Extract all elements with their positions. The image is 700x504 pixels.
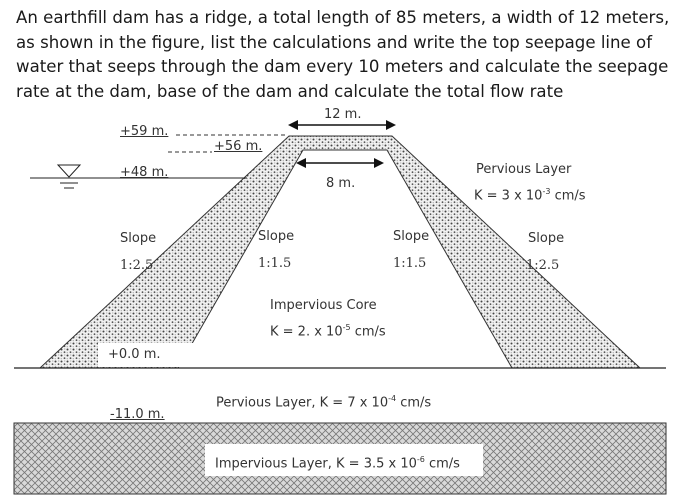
core-width-label: 8 m.	[326, 176, 356, 191]
slope-left-outer-word: Slope	[120, 231, 157, 246]
slope-right-outer-value: 1:2.5	[526, 258, 560, 273]
foundation-layer-label: Pervious Layer, K = 7 x $10^{-4}$ cm/s	[216, 394, 432, 411]
slope-right-core-word: Slope	[393, 229, 430, 244]
pervious-layer-k: K = 3 x $10^{-3}$ cm/s	[474, 187, 586, 204]
slope-right-outer-word: Slope	[528, 231, 565, 246]
slope-left-core-value: 1:1.5	[258, 256, 292, 271]
core-k: K = 2. x $10^{-5}$ cm/s	[270, 323, 386, 340]
elev-0-label: +0.0 m.	[98, 343, 198, 367]
elev-48-label: +48 m.	[120, 165, 169, 180]
core-title: Impervious Core	[270, 298, 377, 313]
slope-right-core-value: 1:1.5	[393, 256, 427, 271]
slope-left-core-word: Slope	[258, 229, 295, 244]
top-width-label: 12 m.	[324, 107, 362, 122]
elev-minus-11-label: -11.0 m.	[110, 407, 165, 422]
slope-left-outer-value: 1:2.5	[120, 258, 154, 273]
impervious-layer-label: Impervious Layer, K = 3.5 x $10^{-6}$ cm/s	[205, 444, 483, 476]
problem-statement: An earthfill dam has a ridge, a total length of 85 meters, a width of 12 meters, as shown in the figure, list the calculations and write the top seepage line of water that seeps through the dam every 10 meters and calculate the seepage rate at the dam, base of the dam and calculate the total flow rate	[16, 8, 670, 101]
elev-59-label: +59 m.	[120, 124, 169, 139]
pervious-layer-title: Pervious Layer	[476, 162, 572, 177]
water-level-icon	[58, 165, 80, 177]
elev-56-label: +56 m.	[214, 139, 263, 154]
